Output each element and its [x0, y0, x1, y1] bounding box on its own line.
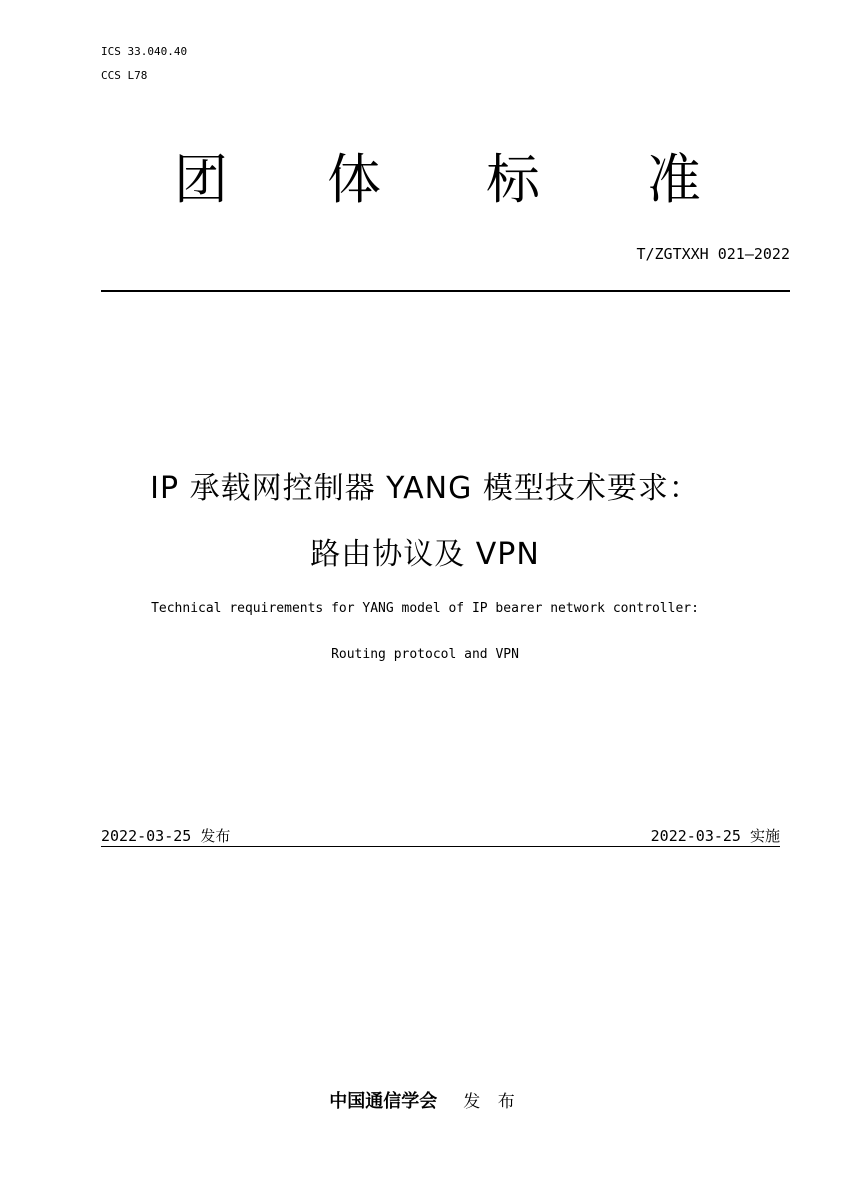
publish-date: 2022-03-25 发布: [101, 827, 231, 845]
document-title-line-1: IP 承载网控制器 YANG 模型技术要求：: [150, 471, 700, 506]
english-title-line-1: Technical requirements for YANG model of IP bearer network controller:: [151, 601, 699, 616]
big-title-char-2: 体: [327, 148, 381, 211]
document-title-line-2: 路由协议及 VPN: [310, 537, 540, 572]
big-title-char-1: 团: [174, 148, 228, 211]
header-divider: [101, 290, 790, 292]
big-title-char-4: 准: [647, 148, 701, 211]
big-title-char-3: 标: [486, 148, 540, 211]
publisher-verb: 发 布: [463, 1092, 521, 1112]
ccs-code: CCS L78: [101, 69, 148, 82]
ics-code: ICS 33.040.40: [101, 45, 188, 58]
publisher-name: 中国通信学会: [329, 1091, 438, 1112]
publisher: [0, 1089, 850, 1115]
implement-date: 2022-03-25 实施: [650, 827, 780, 845]
date-divider: [101, 846, 780, 847]
english-title-line-2: Routing protocol and VPN: [331, 647, 519, 662]
standard-code: T/ZGTXXH 021—2022: [636, 245, 790, 263]
